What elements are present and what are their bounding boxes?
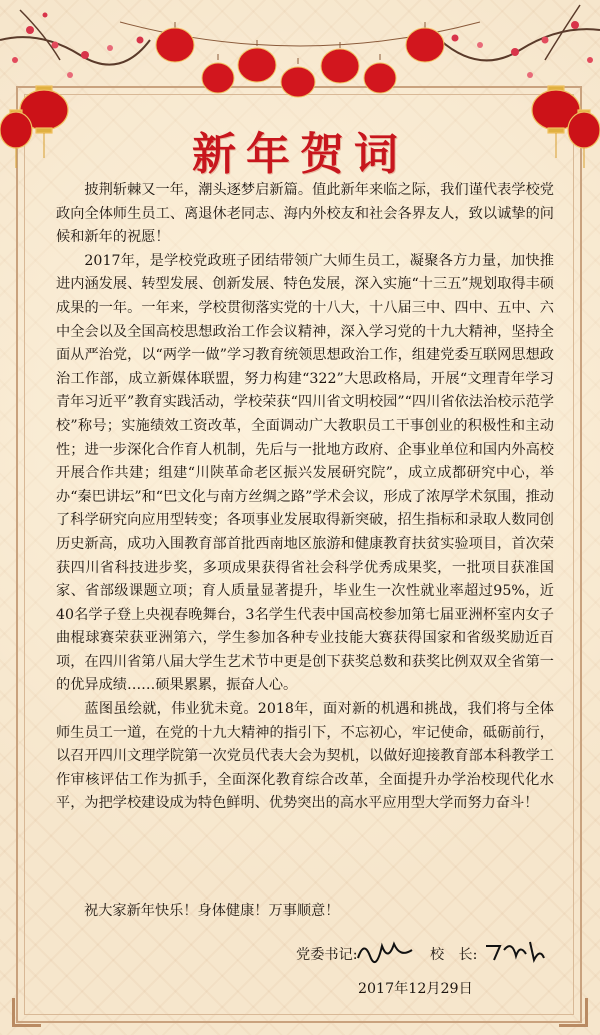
president-label: 校 长: <box>430 947 478 963</box>
greeting-body <box>56 179 554 816</box>
paragraph: 披荆斩棘又一年，潮头逐梦启新篇。值此新年来临之际，我们谨代表学校党政向全体师生员工、离退休老同志、海内外校友和社会各界友人，致以诚挚的问候和新年的祝愿！ <box>56 182 554 246</box>
date: 2017年12月29日 <box>358 981 473 997</box>
signature-block <box>296 936 556 966</box>
paragraph: 蓝图虽绘就，伟业犹未竟。2018年，面对新的机遇和挑战，我们将与全体师生员工一道，在党的十九大精神的指引下，不忘初心，牢记使命，砥砺前行，以召开四川文理学院第一次党员代表大会为契机，以做好迎接教育部本科教学工作审核评估工作为抓手，全面深化教育综合改革，全面提升办学治校现代化水平，为把学校建设成为特色鲜明、优势突出的高水平应用型大学而努力奋斗！ <box>56 701 554 812</box>
page-title: 新年贺词 <box>192 129 408 180</box>
corner-ornament <box>12 998 41 1027</box>
lantern-icon <box>156 22 444 97</box>
plum-blossom-branch-left-icon <box>0 10 150 78</box>
plum-blossom-branch-right-icon <box>440 5 600 78</box>
closing-wishes: 祝大家新年快乐！身体健康！万事顺意！ <box>84 903 340 919</box>
corner-ornament <box>559 998 588 1027</box>
paragraph: 2017年，是学校党政班子团结带领广大师生员工，凝聚各方力量，加快推进内涵发展、转型发展、创新发展、特色发展，深入实施“十三五”规划取得丰硕成果的一年。一年来，学校贯彻落实党的十八大，十八届三中、四中、五中、六中全会以及全国高校思想政治工作会议精神，深入学习党的十九大精神，坚持全面从严治党，以“两学一做”学习教育统领思想政治工作，组建党委互联网思想政治工作部，成立新媒体联盟，努力构建“322”大思政格局，开展“文理青年学习青年习近平”教育实践活动，学校荣获“四川省文明校园”“四川省依法治校示范学校”称号；实施绩效工资改革，全面调动广大教职员工干事创业的积极性和主动性；进一步深化合作育人机制，先后与一批地方政府、企事业单位和国内外高校开展合作共建；组建“川陕革命老区振兴发展研究院”，成立成都研究中心，举办“秦巴讲坛”和“巴文化与南方丝绸之路”学术会议，形成了浓厚学术氛围，推动了科学研究向应用型转变；各项事业发展取得新突破，招生指标和录取人数同创历史新高，成功入围教育部首批西南地区旅游和健康教育扶贫实验项目，首次荣获四川省科技进步奖，多项成果获得省社会科学优秀成果奖，一批项目获准国家、省部级课题立项；育人质量显著提升，毕业生一次性就业率超过95%，近40名学子登上央视春晚舞台，3名学生代表中国高校参加第七届亚洲杯室内女子曲棍球赛荣获亚洲第六，学生参加各种专业技能大赛获得国家和省级奖励近百项，在四川省第八届大学生艺术节中更是创下获奖总数和获奖比例双双全省第一的优异成绩……硕果累累，振奋人心。 <box>56 252 554 694</box>
president-signature-icon <box>482 936 548 966</box>
secretary-signature-icon <box>354 936 416 966</box>
secretary-label: 党委书记: <box>296 947 358 963</box>
